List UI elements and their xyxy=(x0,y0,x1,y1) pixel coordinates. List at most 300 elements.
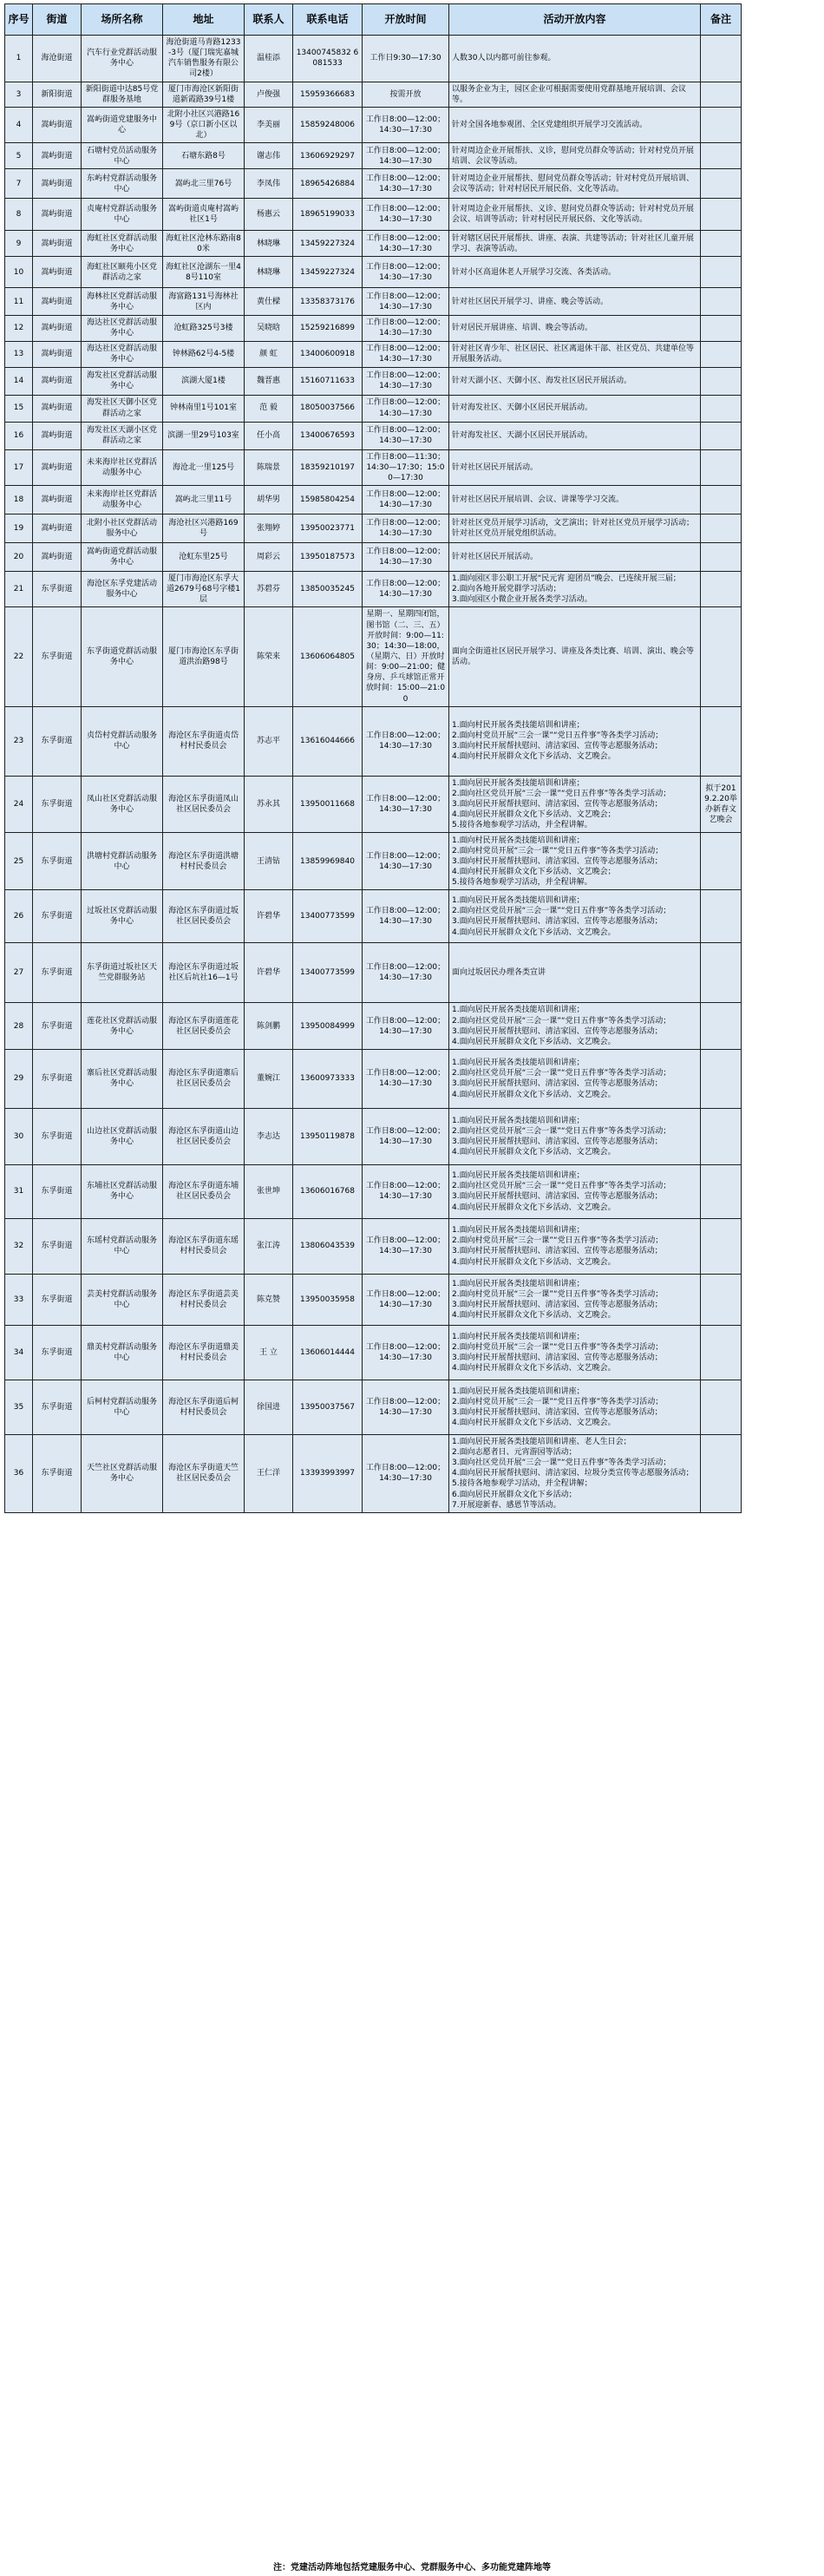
cell-note xyxy=(701,231,742,257)
cell-no: 26 xyxy=(5,890,33,943)
cell-contact: 王 立 xyxy=(245,1325,293,1380)
cell-phone: 13950084999 xyxy=(293,1003,363,1050)
cell-venue: 海林社区党群活动服务中心 xyxy=(82,288,163,316)
cell-no: 21 xyxy=(5,571,33,606)
cell-venue: 未来海岸社区党群活动服务中心 xyxy=(82,485,163,514)
cell-hours: 按需开放 xyxy=(363,82,449,107)
cell-content: 针对周边企业开展帮扶、义诊、慰问党员群众等活动；针对村党员开展会议、培训等活动；针对村居民开展民俗、文化等活动。 xyxy=(449,199,701,231)
cell-content: 1.面向村民开展各类技能培训和讲座； 2.面向村党员开展“三会一课”“党日五件事”等各类学习活动； 3.面向村民开展帮扶慰问、清洁家园、宣传等志愿服务活动； 4.面向村民开展群众文化下乡活动、文艺晚会； 5.接待各地参观学习活动，并全程讲解。 xyxy=(449,833,701,890)
cell-venue: 海发社区天湖小区党群活动之家 xyxy=(82,422,163,449)
cell-street: 东孚街道 xyxy=(33,571,82,606)
table-row xyxy=(5,82,742,107)
cell-content: 针对居民开展讲座、培训、晚会等活动。 xyxy=(449,316,701,341)
cell-note xyxy=(701,367,742,395)
cell-note xyxy=(701,1325,742,1380)
cell-street: 嵩屿街道 xyxy=(33,485,82,514)
cell-no: 16 xyxy=(5,422,33,449)
cell-hours: 工作日8:00—12:00；14:30—17:30 xyxy=(363,1108,449,1164)
cell-note xyxy=(701,485,742,514)
cell-hours: 工作日8:00—12:00；14:30—17:30 xyxy=(363,706,449,776)
cell-address: 北附小社区兴港路169号（京口新小区以北） xyxy=(163,107,245,142)
cell-note xyxy=(701,288,742,316)
cell-hours: 工作日8:00—12:00；14:30—17:30 xyxy=(363,1164,449,1218)
cell-content: 针对辖区居民开展帮扶、讲座、表演、共建等活动；针对社区儿童开展学习、表演等活动。 xyxy=(449,231,701,257)
cell-content: 1.面向居民开展各类技能培训和讲座； 2.面向社区党员开展“三会一课”“党日五件事”等各类学习活动； 3.面向居民开展帮扶慰问、清洁家园、宣传等志愿服务活动； 4.面向居民开展群众文化下乡活动、文艺晚会。 xyxy=(449,1164,701,1218)
table-row xyxy=(5,143,742,169)
table-row xyxy=(5,833,742,890)
table-row xyxy=(5,776,742,833)
cell-no: 5 xyxy=(5,143,33,169)
cell-street: 东孚街道 xyxy=(33,833,82,890)
cell-note xyxy=(701,706,742,776)
cell-venue: 北附小社区党群活动服务中心 xyxy=(82,514,163,542)
cell-contact: 张翔婷 xyxy=(245,514,293,542)
cell-phone: 13400745832 6081533 xyxy=(293,36,363,82)
cell-content: 1.面向居民开展各类技能培训和讲座； 2.面向村党员开展“三会一课”“党日五件事”等各类学习活动； 3.面向村民开展帮扶慰问、清洁家园、宣传等志愿服务活动； 4.面向村民开展群众文化下乡活动、文艺晚会。 xyxy=(449,1274,701,1325)
cell-address: 海富路131号海林社区内 xyxy=(163,288,245,316)
table-row xyxy=(5,943,742,1003)
cell-no: 1 xyxy=(5,36,33,82)
cell-street: 东孚街道 xyxy=(33,607,82,706)
cell-hours: 工作日8:00—12:00；14:30—17:30 xyxy=(363,514,449,542)
header-street: 街道 xyxy=(33,4,82,36)
cell-note xyxy=(701,1434,742,1512)
cell-contact: 张世坤 xyxy=(245,1164,293,1218)
cell-hours: 工作日8:00—12:00；14:30—17:30 xyxy=(363,169,449,199)
cell-address: 海沧区东孚街道洪塘村村民委员会 xyxy=(163,833,245,890)
cell-phone: 13806043539 xyxy=(293,1218,363,1274)
cell-hours: 工作日8:00—12:00；14:30—17:30 xyxy=(363,341,449,367)
cell-venue: 新阳街道中达85号党群服务基地 xyxy=(82,82,163,107)
table-row xyxy=(5,257,742,288)
cell-no: 12 xyxy=(5,316,33,341)
cell-content: 针对周边企业开展帮扶、慰问党员群众等活动；针对村党员开展培训、会议等活动；针对村居民开展民俗、文化等活动。 xyxy=(449,169,701,199)
cell-note xyxy=(701,542,742,571)
cell-address: 海虹社区沧林东路南80米 xyxy=(163,231,245,257)
cell-content: 人数30人以内都可前往参观。 xyxy=(449,36,701,82)
cell-hours: 工作日8:00—12:00；14:30—17:30 xyxy=(363,1218,449,1274)
table-row xyxy=(5,422,742,449)
cell-note xyxy=(701,82,742,107)
cell-hours: 工作日8:00—12:00；14:30—17:30 xyxy=(363,890,449,943)
cell-content: 针对全国各地参观团、全区党建组织开展学习交流活动。 xyxy=(449,107,701,142)
cell-no: 20 xyxy=(5,542,33,571)
cell-phone: 13950037567 xyxy=(293,1380,363,1434)
cell-no: 22 xyxy=(5,607,33,706)
cell-address: 海沧街道马青路1233-3号（厦门瑞宪嘉城汽车销售服务有限公司2楼） xyxy=(163,36,245,82)
cell-venue: 莲花社区党群活动服务中心 xyxy=(82,1003,163,1050)
cell-venue: 贞岱村党群活动服务中心 xyxy=(82,706,163,776)
table-row xyxy=(5,107,742,142)
cell-contact: 温桂添 xyxy=(245,36,293,82)
cell-contact: 苏碧芬 xyxy=(245,571,293,606)
cell-content: 1.面向居民开展各类技能培训和讲座； 2.面向社区党员开展“三会一课”“党日五件事”等各类学习活动； 3.面向居民开展帮扶慰问、清洁家园、宣传等志愿服务活动； 4.面向居民开展群众文化下乡活动、文艺晚会。 xyxy=(449,1108,701,1164)
cell-content: 针对社区居民开展活动。 xyxy=(449,542,701,571)
table-row xyxy=(5,1108,742,1164)
cell-content: 1.面向居民开展各类技能培训和讲座、老人生日会； 2.面向志愿者日、元宵游园等活动； 3.面向社区党员开展“三会一课”“党日五件事”等各类学习活动； 4.面向居民开展帮扶慰问、清洁家园、垃圾分类宣传等志愿服务活动； 5.接待各地参观学习活动，并全程讲解； 6.面向居民开展群众文化下乡活动； 7.开展迎新春、感恩节等活动。 xyxy=(449,1434,701,1512)
cell-venue: 鼎美村党群活动服务中心 xyxy=(82,1325,163,1380)
cell-content: 针对社区居民开展学习、讲座、晚会等活动。 xyxy=(449,288,701,316)
cell-note xyxy=(701,1108,742,1164)
cell-street: 东孚街道 xyxy=(33,1274,82,1325)
cell-street: 东孚街道 xyxy=(33,1049,82,1108)
cell-street: 嵩屿街道 xyxy=(33,288,82,316)
cell-no: 9 xyxy=(5,231,33,257)
cell-no: 15 xyxy=(5,395,33,422)
cell-phone: 18359210197 xyxy=(293,449,363,485)
table-row xyxy=(5,1434,742,1512)
cell-content: 针对小区高退休老人开展学习交流、各类活动。 xyxy=(449,257,701,288)
cell-phone: 15985804254 xyxy=(293,485,363,514)
cell-street: 嵩屿街道 xyxy=(33,316,82,341)
cell-content: 针对天湖小区、天御小区、海发社区居民开展活动。 xyxy=(449,367,701,395)
cell-phone: 18965426884 xyxy=(293,169,363,199)
cell-contact: 董婉江 xyxy=(245,1049,293,1108)
cell-hours: 工作日8:00—11:30；14:30—17:30；15:00—17:30 xyxy=(363,449,449,485)
venue-table xyxy=(4,3,742,1513)
cell-address: 海沧区东孚街道过坂社区居民委员会 xyxy=(163,890,245,943)
cell-address: 海沧区东孚街道过坂社区后坑社16—1号 xyxy=(163,943,245,1003)
cell-contact: 魏晋惠 xyxy=(245,367,293,395)
cell-address: 钟林路62号4-5楼 xyxy=(163,341,245,367)
table-row xyxy=(5,199,742,231)
cell-venue: 海虹社区党群活动服务中心 xyxy=(82,231,163,257)
cell-no: 33 xyxy=(5,1274,33,1325)
cell-note xyxy=(701,514,742,542)
header-hours: 开放时间 xyxy=(363,4,449,36)
cell-note xyxy=(701,143,742,169)
cell-phone: 13950035958 xyxy=(293,1274,363,1325)
table-row xyxy=(5,1164,742,1218)
table-row xyxy=(5,890,742,943)
cell-contact: 徐国进 xyxy=(245,1380,293,1434)
header-contact: 联系人 xyxy=(245,4,293,36)
cell-content: 1.面向居民开展各类技能培训和讲座； 2.面向村党员开展“三会一课”“党日五件事”等各类学习活动； 3.面向村民开展帮扶慰问、清洁家园、宣传等志愿服务活动； 4.面向村民开展群众文化下乡活动、文艺晚会。 xyxy=(449,1380,701,1434)
cell-no: 30 xyxy=(5,1108,33,1164)
cell-content: 1.面向居民开展各类技能培训和讲座； 2.面向村党员开展“三会一课”“党日五件事”等各类学习活动； 3.面向村民开展帮扶慰问、清洁家园、宣传等志愿服务活动； 4.面向村民开展群众文化下乡活动、文艺晚会。 xyxy=(449,1218,701,1274)
cell-no: 3 xyxy=(5,82,33,107)
cell-hours: 工作日8:00—12:00；14:30—17:30 xyxy=(363,288,449,316)
table-row xyxy=(5,341,742,367)
cell-contact: 李美丽 xyxy=(245,107,293,142)
cell-note: 拟于2019.2.20举办新春文艺晚会 xyxy=(701,776,742,833)
cell-hours: 工作日8:00—12:00；14:30—17:30 xyxy=(363,485,449,514)
cell-no: 25 xyxy=(5,833,33,890)
cell-street: 嵩屿街道 xyxy=(33,514,82,542)
cell-venue: 东孚街道党群活动服务中心 xyxy=(82,607,163,706)
cell-contact: 谢志伟 xyxy=(245,143,293,169)
cell-no: 10 xyxy=(5,257,33,288)
cell-contact: 陈瑞景 xyxy=(245,449,293,485)
table-row xyxy=(5,288,742,316)
cell-venue: 后柯村党群活动服务中心 xyxy=(82,1380,163,1434)
cell-address: 沧虹路325号3楼 xyxy=(163,316,245,341)
cell-phone: 13600973333 xyxy=(293,1049,363,1108)
cell-no: 23 xyxy=(5,706,33,776)
cell-note xyxy=(701,316,742,341)
cell-phone: 13400773599 xyxy=(293,890,363,943)
cell-street: 东孚街道 xyxy=(33,1003,82,1050)
cell-address: 滨湖大厦1楼 xyxy=(163,367,245,395)
cell-hours: 工作日8:00—12:00；14:30—17:30 xyxy=(363,776,449,833)
cell-address: 石塘东路8号 xyxy=(163,143,245,169)
cell-phone: 13950023771 xyxy=(293,514,363,542)
cell-note xyxy=(701,1380,742,1434)
cell-street: 嵩屿街道 xyxy=(33,107,82,142)
cell-phone: 13606014444 xyxy=(293,1325,363,1380)
cell-contact: 王仁洋 xyxy=(245,1434,293,1512)
cell-street: 嵩屿街道 xyxy=(33,367,82,395)
cell-contact: 胡华男 xyxy=(245,485,293,514)
cell-venue: 东孚街道过坂社区天竺党群服务站 xyxy=(82,943,163,1003)
cell-no: 36 xyxy=(5,1434,33,1512)
cell-no: 31 xyxy=(5,1164,33,1218)
table-row xyxy=(5,485,742,514)
cell-venue: 贞庵村党群活动服务中心 xyxy=(82,199,163,231)
cell-hours: 工作日8:00—12:00；14:30—17:30 xyxy=(363,542,449,571)
cell-address: 海沧区东孚街道贞岱村村民委员会 xyxy=(163,706,245,776)
cell-address: 厦门市海沧区东孚街道洪治路98号 xyxy=(163,607,245,706)
cell-address: 滨湖一里29号103室 xyxy=(163,422,245,449)
cell-street: 嵩屿街道 xyxy=(33,231,82,257)
cell-address: 海沧区东孚街道东埔社区居民委员会 xyxy=(163,1164,245,1218)
cell-contact: 许碧华 xyxy=(245,890,293,943)
cell-hours: 工作日8:00—12:00；14:30—17:30 xyxy=(363,316,449,341)
cell-street: 嵩屿街道 xyxy=(33,449,82,485)
cell-phone: 15259216899 xyxy=(293,316,363,341)
cell-phone: 13850035245 xyxy=(293,571,363,606)
cell-address: 海沧北一里125号 xyxy=(163,449,245,485)
cell-venue: 东瑶村党群活动服务中心 xyxy=(82,1218,163,1274)
cell-hours: 工作日8:00—12:00；14:30—17:30 xyxy=(363,1380,449,1434)
table-row xyxy=(5,1274,742,1325)
cell-note xyxy=(701,1274,742,1325)
table-row xyxy=(5,169,742,199)
cell-hours: 工作日8:00—12:00；14:30—17:30 xyxy=(363,1049,449,1108)
cell-contact: 陈剑鹏 xyxy=(245,1003,293,1050)
cell-content: 针对社区党员开展学习活动，文艺演出；针对社区党员开展学习活动；针对社区党员开展党组织活动。 xyxy=(449,514,701,542)
cell-phone: 13950119878 xyxy=(293,1108,363,1164)
cell-contact: 陈荣来 xyxy=(245,607,293,706)
table-row xyxy=(5,231,742,257)
cell-contact: 王清钻 xyxy=(245,833,293,890)
cell-contact: 卢俊强 xyxy=(245,82,293,107)
table-row xyxy=(5,316,742,341)
table-row xyxy=(5,1003,742,1050)
cell-contact: 李凤伟 xyxy=(245,169,293,199)
cell-street: 东孚街道 xyxy=(33,706,82,776)
cell-phone: 13459227324 xyxy=(293,231,363,257)
cell-no: 14 xyxy=(5,367,33,395)
cell-phone: 13358373176 xyxy=(293,288,363,316)
table-row xyxy=(5,36,742,82)
cell-street: 嵩屿街道 xyxy=(33,257,82,288)
header-row xyxy=(5,4,742,36)
cell-phone: 13859969840 xyxy=(293,833,363,890)
cell-content: 以服务企业为主，园区企业可根据需要使用党群基地开展培训、会议等。 xyxy=(449,82,701,107)
cell-no: 35 xyxy=(5,1380,33,1434)
cell-content: 面向过坂居民办理各类宣讲 xyxy=(449,943,701,1003)
cell-no: 34 xyxy=(5,1325,33,1380)
cell-hours: 星期一、星期四闭馆，图书馆（二、三、五）开放时间：9:00—11:30；14:30—18:00，（星期六、日）开放时间：9:00—21:00；健身房、乒乓球馆正常开放时间：15:00—21:00 xyxy=(363,607,449,706)
cell-street: 东孚街道 xyxy=(33,943,82,1003)
cell-street: 新阳街道 xyxy=(33,82,82,107)
cell-venue: 嵩屿街道党群活动服务中心 xyxy=(82,542,163,571)
cell-phone: 13400600918 xyxy=(293,341,363,367)
cell-contact: 陈克赞 xyxy=(245,1274,293,1325)
cell-street: 东孚街道 xyxy=(33,1164,82,1218)
cell-hours: 工作日8:00—12:00；14:30—17:30 xyxy=(363,1434,449,1512)
cell-content: 针对社区青少年、社区居民、社区离退休干部、社区党员、共建单位等开展服务活动。 xyxy=(449,341,701,367)
cell-street: 嵩屿街道 xyxy=(33,143,82,169)
cell-content: 针对海发社区、天御小区居民开展活动。 xyxy=(449,395,701,422)
cell-street: 嵩屿街道 xyxy=(33,169,82,199)
cell-note xyxy=(701,943,742,1003)
cell-note xyxy=(701,571,742,606)
cell-note xyxy=(701,607,742,706)
cell-phone: 18965199033 xyxy=(293,199,363,231)
cell-contact: 许碧华 xyxy=(245,943,293,1003)
cell-phone: 13950011668 xyxy=(293,776,363,833)
cell-street: 海沧街道 xyxy=(33,36,82,82)
cell-no: 32 xyxy=(5,1218,33,1274)
cell-no: 17 xyxy=(5,449,33,485)
cell-content: 针对社区居民开展活动。 xyxy=(449,449,701,485)
table-row xyxy=(5,449,742,485)
cell-street: 东孚街道 xyxy=(33,776,82,833)
cell-hours: 工作日8:00—12:00；14:30—17:30 xyxy=(363,571,449,606)
cell-no: 24 xyxy=(5,776,33,833)
cell-no: 8 xyxy=(5,199,33,231)
cell-street: 东孚街道 xyxy=(33,890,82,943)
cell-venue: 嵩屿街道党建服务中心 xyxy=(82,107,163,142)
cell-street: 东孚街道 xyxy=(33,1434,82,1512)
cell-address: 海沧区东孚街道山边社区居民委员会 xyxy=(163,1108,245,1164)
table-row xyxy=(5,395,742,422)
cell-address: 海沧区东孚街道寨后社区居民委员会 xyxy=(163,1049,245,1108)
cell-note xyxy=(701,1003,742,1050)
cell-hours: 工作日8:00—12:00；14:30—17:30 xyxy=(363,1325,449,1380)
cell-street: 东孚街道 xyxy=(33,1218,82,1274)
cell-venue: 汽车行业党群活动服务中心 xyxy=(82,36,163,82)
cell-venue: 海达社区党群活动服务中心 xyxy=(82,341,163,367)
cell-note xyxy=(701,1218,742,1274)
cell-note xyxy=(701,422,742,449)
cell-venue: 海虹社区颐苑小区党群活动之家 xyxy=(82,257,163,288)
header-content: 活动开放内容 xyxy=(449,4,701,36)
cell-content: 针对海发社区、天湖小区居民开展活动。 xyxy=(449,422,701,449)
cell-note xyxy=(701,1164,742,1218)
cell-venue: 洪塘村党群活动服务中心 xyxy=(82,833,163,890)
cell-content: 1.面向园区非公职工开展“民元宵 迎团员”晚会、已连续开展三届； 2.面向各地开展党群学习活动； 3.面向园区小微企业开展各类学习活动。 xyxy=(449,571,701,606)
cell-phone: 15160711633 xyxy=(293,367,363,395)
cell-no: 19 xyxy=(5,514,33,542)
cell-note xyxy=(701,833,742,890)
cell-address: 海沧区东孚街道天竺社区居民委员会 xyxy=(163,1434,245,1512)
table-row xyxy=(5,571,742,606)
cell-address: 海沧区东孚街道莲花社区居民委员会 xyxy=(163,1003,245,1050)
cell-contact: 张江涛 xyxy=(245,1218,293,1274)
cell-content: 针对周边企业开展帮扶、义诊，慰问党员群众等活动；针对村党员开展培训、会议等活动。 xyxy=(449,143,701,169)
cell-hours: 工作日9:30—17:30 xyxy=(363,36,449,82)
cell-address: 海沧区东孚街道凤山社区居民委员会 xyxy=(163,776,245,833)
cell-venue: 山边社区党群活动服务中心 xyxy=(82,1108,163,1164)
cell-phone: 13400676593 xyxy=(293,422,363,449)
cell-hours: 工作日8:00—12:00；14:30—17:30 xyxy=(363,395,449,422)
cell-no: 29 xyxy=(5,1049,33,1108)
cell-phone: 18050037566 xyxy=(293,395,363,422)
cell-address: 嵩屿北三里11号 xyxy=(163,485,245,514)
cell-contact: 任小高 xyxy=(245,422,293,449)
cell-venue: 东埔社区党群活动服务中心 xyxy=(82,1164,163,1218)
cell-street: 东孚街道 xyxy=(33,1325,82,1380)
cell-no: 18 xyxy=(5,485,33,514)
cell-phone: 13950187573 xyxy=(293,542,363,571)
cell-note xyxy=(701,107,742,142)
cell-street: 东孚街道 xyxy=(33,1108,82,1164)
cell-address: 厦门市海沧区东孚大道2679号68号字楼1层 xyxy=(163,571,245,606)
cell-contact: 林晓琳 xyxy=(245,257,293,288)
cell-hours: 工作日8:00—12:00；14:30—17:30 xyxy=(363,107,449,142)
cell-street: 嵩屿街道 xyxy=(33,422,82,449)
cell-venue: 芸美村党群活动服务中心 xyxy=(82,1274,163,1325)
cell-contact: 苏志平 xyxy=(245,706,293,776)
header-note: 备注 xyxy=(701,4,742,36)
cell-no: 11 xyxy=(5,288,33,316)
cell-note xyxy=(701,199,742,231)
cell-contact: 周彩云 xyxy=(245,542,293,571)
cell-contact: 黄仕樑 xyxy=(245,288,293,316)
cell-phone: 15959366683 xyxy=(293,82,363,107)
cell-phone: 13606929297 xyxy=(293,143,363,169)
cell-hours: 工作日8:00—12:00；14:30—17:30 xyxy=(363,1003,449,1050)
cell-content: 针对社区居民开展培训、会议、讲课等学习交流。 xyxy=(449,485,701,514)
cell-contact: 杨惠云 xyxy=(245,199,293,231)
cell-street: 嵩屿街道 xyxy=(33,341,82,367)
table-row xyxy=(5,367,742,395)
cell-street: 嵩屿街道 xyxy=(33,395,82,422)
cell-content: 面向全街道社区居民开展学习、讲座及各类比赛、培训、演出、晚会等活动。 xyxy=(449,607,701,706)
cell-hours: 工作日8:00—12:00；14:30—17:30 xyxy=(363,199,449,231)
cell-venue: 海沧区东孚党建活动服务中心 xyxy=(82,571,163,606)
table-row xyxy=(5,542,742,571)
cell-street: 嵩屿街道 xyxy=(33,542,82,571)
table-row xyxy=(5,1049,742,1108)
cell-venue: 过坂社区党群活动服务中心 xyxy=(82,890,163,943)
cell-address: 嵩屿街道贞庵村嵩屿社区1号 xyxy=(163,199,245,231)
cell-venue: 石塘村党员活动服务中心 xyxy=(82,143,163,169)
cell-phone: 15859248006 xyxy=(293,107,363,142)
header-phone: 联系电话 xyxy=(293,4,363,36)
cell-no: 7 xyxy=(5,169,33,199)
cell-hours: 工作日8:00—12:00；14:30—17:30 xyxy=(363,257,449,288)
cell-venue: 天竺社区党群活动服务中心 xyxy=(82,1434,163,1512)
cell-contact: 李志达 xyxy=(245,1108,293,1164)
cell-content: 1.面向居民开展各类技能培训和讲座； 2.面向社区党员开展“三会一课”“党日五件事”等各类学习活动； 3.面向居民开展帮扶慰问、清洁家园、宣传等志愿服务活动； 4.面向居民开展群众文化下乡活动、文艺晚会。 xyxy=(449,1049,701,1108)
cell-venue: 凤山社区党群活动服务中心 xyxy=(82,776,163,833)
cell-venue: 海发社区天御小区党群活动之家 xyxy=(82,395,163,422)
listing-sheet xyxy=(4,3,742,1513)
cell-venue: 未来海岸社区党群活动服务中心 xyxy=(82,449,163,485)
cell-content: 1.面向村民开展各类技能培训和讲座； 2.面向村党员开展“三会一课”“党日五件事”等各类学习活动； 3.面向村民开展帮扶慰问、清洁家园、宣传等志愿服务活动； 4.面向村民开展群众文化下乡活动、文艺晚会。 xyxy=(449,1325,701,1380)
table-row xyxy=(5,607,742,706)
cell-no: 28 xyxy=(5,1003,33,1050)
cell-street: 东孚街道 xyxy=(33,1380,82,1434)
cell-phone: 13400773599 xyxy=(293,943,363,1003)
cell-phone: 13616044666 xyxy=(293,706,363,776)
cell-venue: 东屿村党群活动服务中心 xyxy=(82,169,163,199)
cell-hours: 工作日8:00—12:00；14:30—17:30 xyxy=(363,367,449,395)
